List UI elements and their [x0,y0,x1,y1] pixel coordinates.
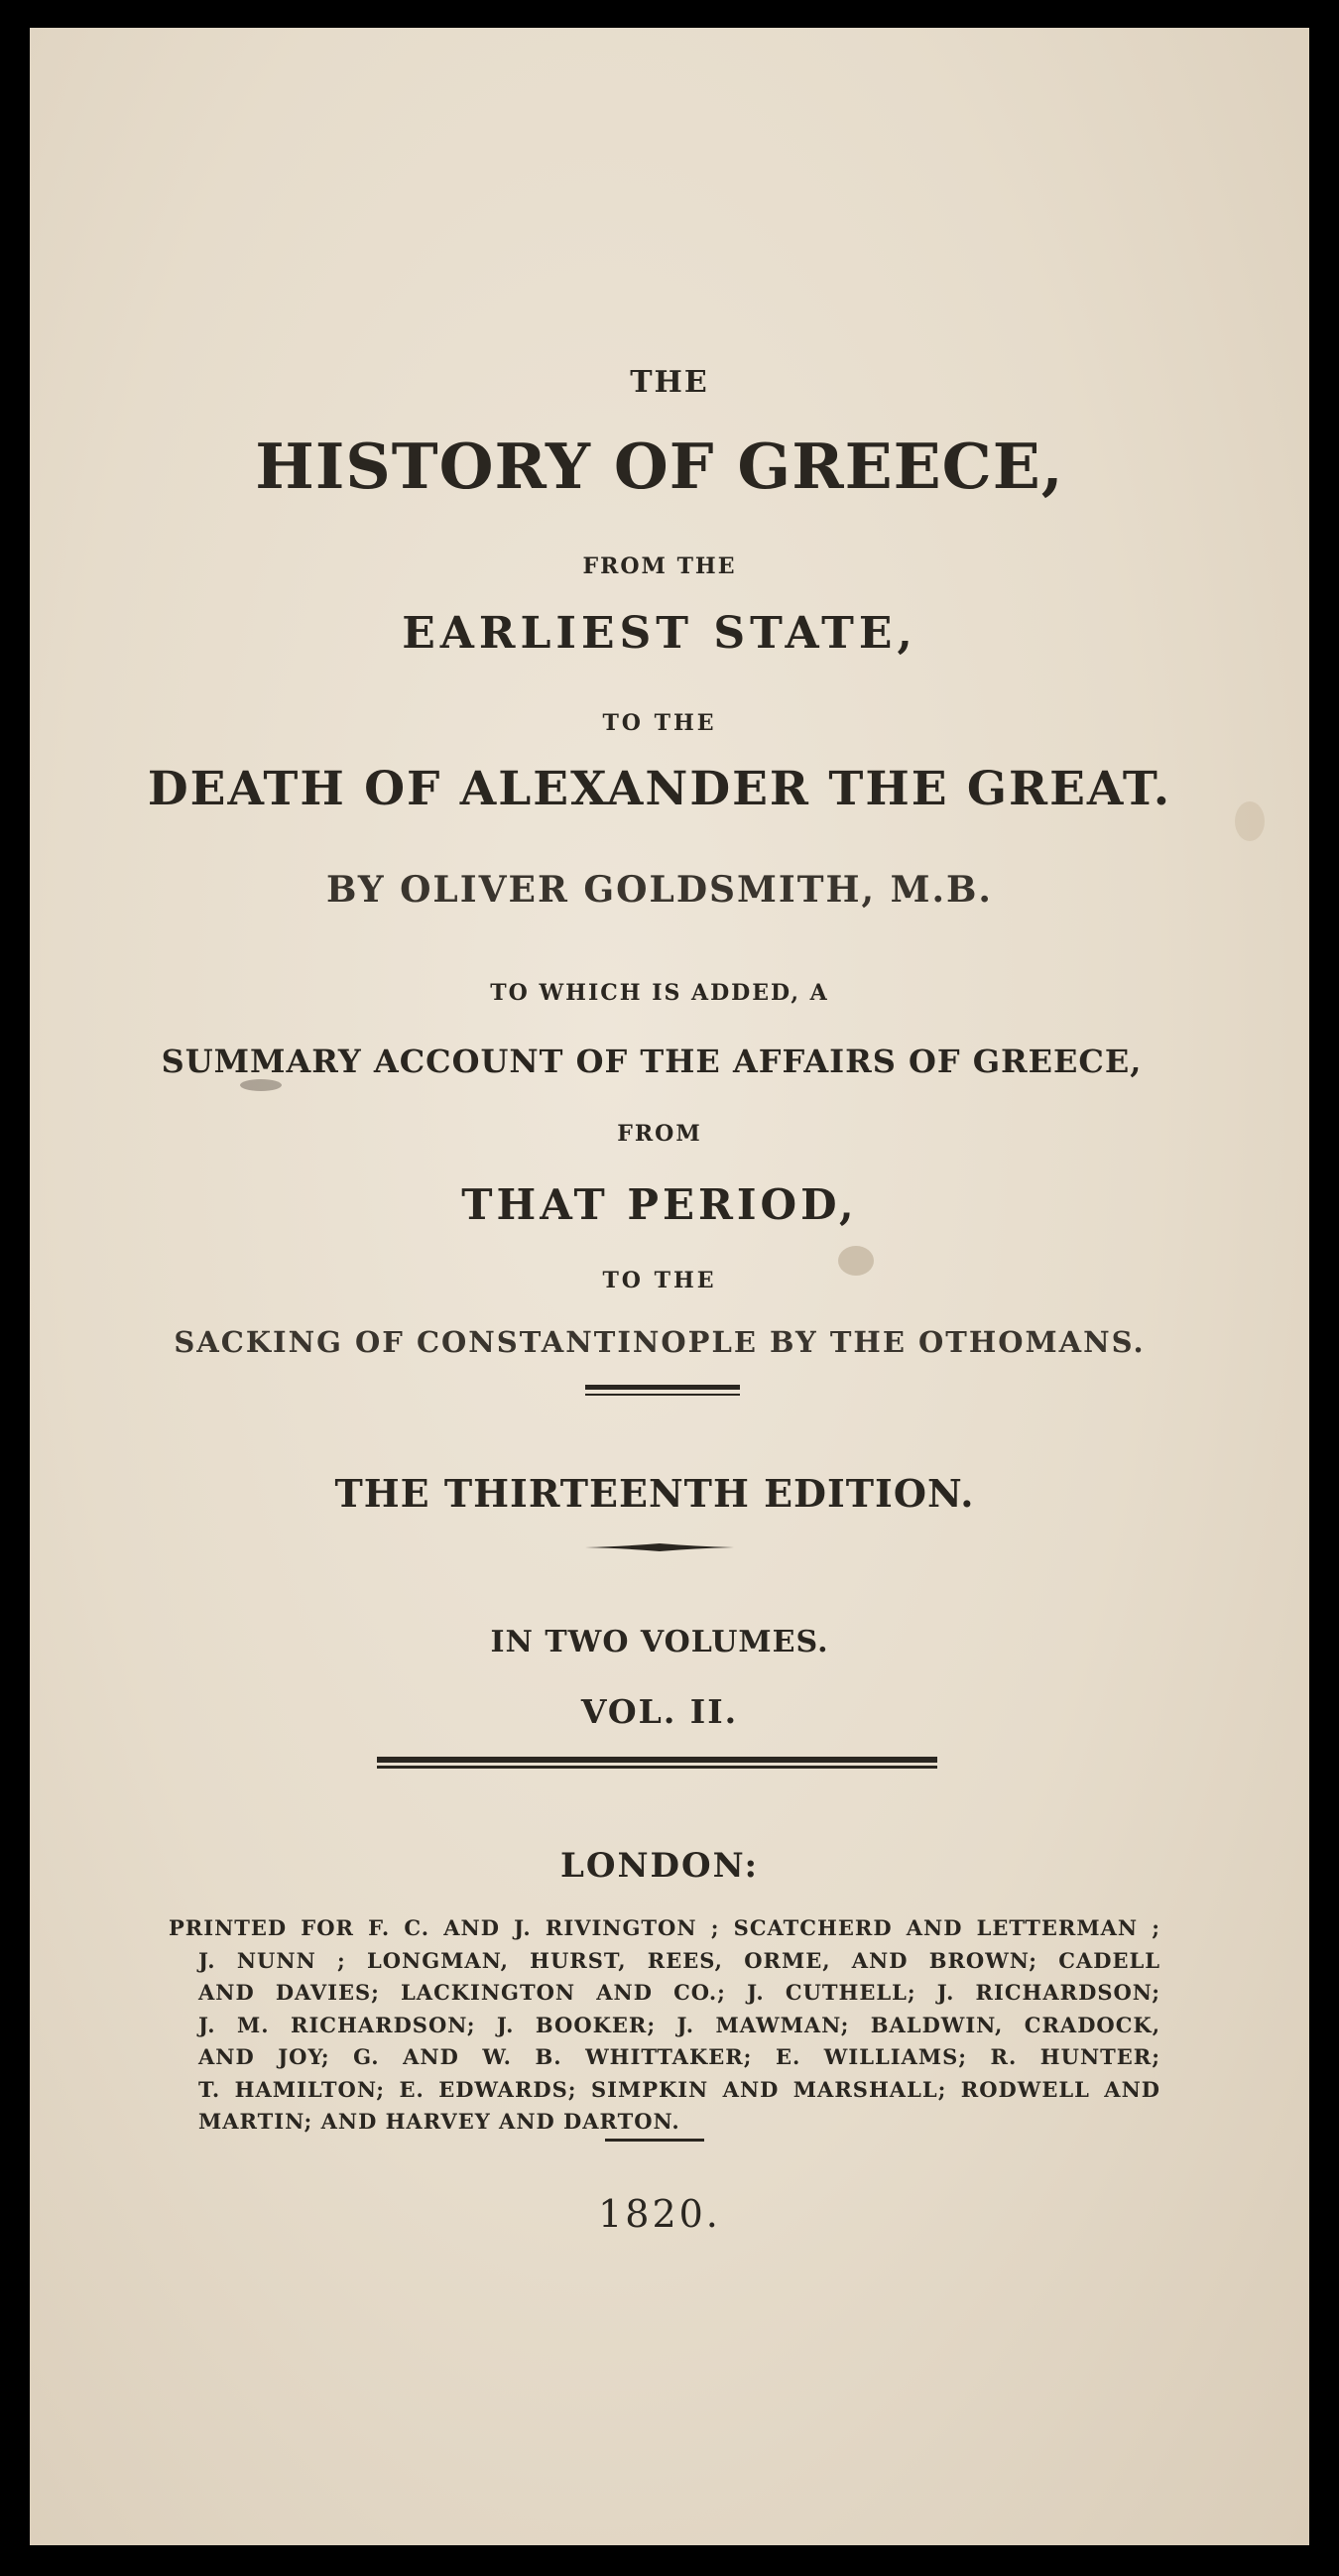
thick-rule-divider [377,1757,937,1763]
title-line-death-of-alexander: DEATH OF ALEXANDER THE GREAT. [147,762,1172,816]
printers-line: J. NUNN ; LONGMAN, HURST, REES, ORME, AND BROWN; CADELL [198,1947,1160,1973]
title-line-from-the: FROM THE [582,553,737,579]
author-line: BY OLIVER GOLDSMITH, M.B. [326,869,993,911]
edition-line: THE THIRTEENTH EDITION. [334,1471,975,1516]
title-line-earliest-state: EARLIEST STATE, [402,608,917,659]
thick-rule-divider-lower [377,1766,937,1769]
subtitle-line-from: FROM [617,1121,702,1147]
title-page [30,28,1309,2545]
printers-list [169,1912,1160,2139]
title-line-to-the: TO THE [602,710,717,736]
title-line-the: THE [630,365,709,400]
subtitle-line-summary: SUMMARY ACCOUNT OF THE AFFAIRS OF GREECE, [161,1043,1143,1080]
subtitle-line-to-the: TO THE [602,1268,717,1293]
volume-number: VOL. II. [580,1692,739,1731]
subtitle-line-that-period: THAT PERIOD, [461,1180,858,1229]
imprint-place: LONDON: [559,1846,760,1886]
double-rule-divider [585,1385,740,1390]
publication-year: 1820. [598,2192,721,2236]
short-rule-divider [605,2139,704,2142]
printers-line: J. M. RICHARDSON; J. BOOKER; J. MAWMAN; BALDWIN, CRADOCK, [198,2012,1160,2037]
subtitle-line-to-which: TO WHICH IS ADDED, A [490,980,829,1006]
double-rule-divider-lower [585,1394,740,1396]
subtitle-line-sacking: SACKING OF CONSTANTINOPLE BY THE OTHOMANS. [174,1325,1146,1359]
paper-stain [240,1079,282,1091]
printers-line: T. HAMILTON; E. EDWARDS; SIMPKIN AND MARSHALL; RODWELL AND [198,2076,1160,2102]
volumes-line: IN TWO VOLUMES. [490,1625,829,1659]
main-title: HISTORY OF GREECE, [255,429,1064,503]
ornamental-rule-icon [585,1541,734,1553]
printers-line: MARTIN; AND HARVEY AND DARTON. [198,2109,680,2134]
printers-line: PRINTED FOR F. C. AND J. RIVINGTON ; SCATCHERD AND LETTERMAN ; [169,1915,1160,1940]
printers-line: AND JOY; G. AND W. B. WHITTAKER; E. WILLIAMS; R. HUNTER; [198,2044,1160,2069]
printers-line: AND DAVIES; LACKINGTON AND CO.; J. CUTHELL; J. RICHARDSON; [198,1980,1160,2005]
